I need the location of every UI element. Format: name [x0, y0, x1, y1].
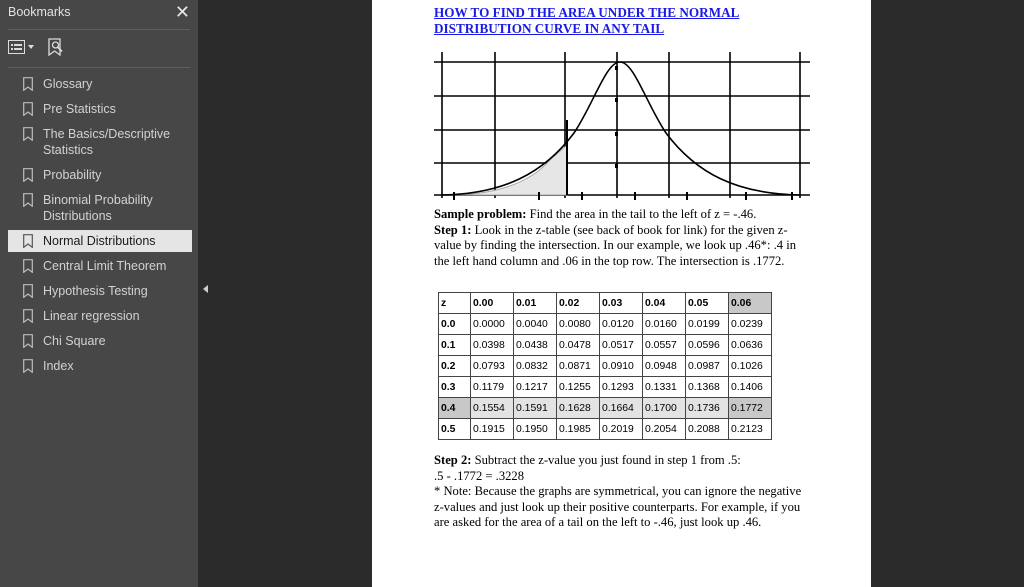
graph-grid — [434, 52, 810, 198]
bookmark-icon — [23, 127, 33, 141]
z-table-row-header: 0.3 — [439, 377, 471, 398]
bookmark-label: The Basics/Descriptive Statistics — [43, 127, 171, 157]
z-table-cell: 0.2054 — [643, 419, 686, 440]
z-table-cell: 0.0517 — [600, 335, 643, 356]
z-table-cell: 0.0478 — [557, 335, 600, 356]
z-table-cell: 0.0120 — [600, 314, 643, 335]
bookmark-label: Central Limit Theorem — [43, 259, 167, 273]
z-table-cell: 0.1179 — [471, 377, 514, 398]
z-table-cell: 0.2123 — [729, 419, 772, 440]
bookmark-icon — [23, 193, 33, 207]
bookmark-item[interactable] — [0, 98, 192, 120]
z-table-cell: 0.0000 — [471, 314, 514, 335]
z-table-cell: 0.1915 — [471, 419, 514, 440]
title-line-1: HOW TO FIND THE AREA UNDER THE NORMAL — [434, 5, 740, 20]
z-table-cell: 0.1255 — [557, 377, 600, 398]
z-table-header-cell: 0.00 — [471, 293, 514, 314]
step1-body: Look in the z-table (see back of book for link) for the given z- value by finding the intersection. In our example, we look up .46*: .4 in the left hand column and .06 in the top row. The intersection is .1772. — [434, 222, 796, 268]
bookmark-label: Normal Distributions — [43, 234, 156, 248]
z-table-cell: 0.1985 — [557, 419, 600, 440]
bookmark-item[interactable] — [0, 280, 192, 302]
z-table-cell: 0.0239 — [729, 314, 772, 335]
z-table-header-cell: 0.04 — [643, 293, 686, 314]
z-table-cell: 0.0199 — [686, 314, 729, 335]
bookmark-options-icon — [8, 40, 25, 54]
z-table-row — [439, 356, 772, 377]
close-icon[interactable]: ✕ — [174, 2, 190, 22]
z-table-cell: 0.1700 — [643, 398, 686, 419]
bookmarks-toolbar — [8, 36, 64, 58]
bookmark-item[interactable] — [0, 123, 192, 161]
z-table-cell: 0.1217 — [514, 377, 557, 398]
bookmark-label: Pre Statistics — [43, 102, 116, 116]
z-table-cell: 0.1628 — [557, 398, 600, 419]
find-bookmark-icon — [48, 38, 64, 56]
bookmark-icon — [23, 359, 33, 373]
sample-problem-body: Find the area in the tail to the left of z = -.46. — [526, 207, 757, 221]
bookmark-label: Glossary — [43, 77, 93, 91]
z-table-cell: 0.1293 — [600, 377, 643, 398]
z-table-row-header: 0.5 — [439, 419, 471, 440]
z-table-header-cell: 0.02 — [557, 293, 600, 314]
bookmark-icon — [23, 77, 33, 91]
z-table-cell: 0.0438 — [514, 335, 557, 356]
bookmark-icon — [23, 168, 33, 182]
z-table-cell: 0.0557 — [643, 335, 686, 356]
z-table-cell: 0.1368 — [686, 377, 729, 398]
divider — [8, 67, 190, 68]
z-table-row-header: 0.4 — [439, 398, 471, 419]
z-table-cell: 0.0832 — [514, 356, 557, 377]
step2-body: Subtract the z-value you just found in step 1 from .5: — [471, 453, 741, 467]
bookmark-item[interactable] — [8, 230, 192, 252]
z-table-header-cell: 0.05 — [686, 293, 729, 314]
z-table-cell: 0.1331 — [643, 377, 686, 398]
z-table-row — [439, 314, 772, 335]
z-table-cell: 0.1950 — [514, 419, 557, 440]
z-table-cell: 0.1026 — [729, 356, 772, 377]
z-table-cell: 0.0871 — [557, 356, 600, 377]
symmetry-note: * Note: Because the graphs are symmetrical, you can ignore the negative z-values and just look up their positive counterparts. For example, if you are asked for the area of a tail on the left to -.46, just look up .46. — [434, 484, 802, 530]
z-table-row — [439, 335, 772, 356]
z-table — [438, 292, 772, 440]
bookmark-label: Binomial Probability Distributions — [43, 193, 153, 223]
bookmark-item[interactable] — [0, 164, 192, 186]
step2-label: Step 2: — [434, 453, 472, 467]
bookmark-icon — [23, 284, 33, 298]
z-table-row — [439, 398, 772, 419]
z-table-cell: 0.0793 — [471, 356, 514, 377]
bookmark-item[interactable] — [0, 189, 192, 227]
bookmark-label: Linear regression — [43, 309, 140, 323]
bookmark-item[interactable] — [0, 305, 192, 327]
z-table-cell: 0.0948 — [643, 356, 686, 377]
z-table-cell: 0.1406 — [729, 377, 772, 398]
z-table-header-cell: z — [439, 293, 471, 314]
bookmark-icon — [23, 334, 33, 348]
sample-problem-text — [434, 207, 809, 269]
step2-text — [434, 453, 809, 531]
bookmark-item[interactable] — [0, 355, 192, 377]
bookmark-icon — [23, 309, 33, 323]
z-table-row — [439, 377, 772, 398]
z-table-cell: 0.0040 — [514, 314, 557, 335]
bookmark-icon — [23, 234, 33, 248]
bookmark-icon — [23, 102, 33, 116]
shaded-tail-area — [454, 145, 567, 195]
title-line-2: DISTRIBUTION CURVE IN ANY TAIL — [434, 21, 665, 36]
bookmark-item[interactable] — [0, 73, 192, 95]
z-table-cell: 0.0636 — [729, 335, 772, 356]
z-table-row — [439, 419, 772, 440]
bookmark-icon — [23, 259, 33, 273]
bookmark-label: Chi Square — [43, 334, 106, 348]
z-table-cell: 0.0910 — [600, 356, 643, 377]
z-table-cell: 0.0160 — [643, 314, 686, 335]
bookmarks-panel — [0, 0, 198, 587]
bookmark-item[interactable] — [0, 255, 192, 277]
z-table-header-cell: 0.06 — [729, 293, 772, 314]
z-table-cell: 0.2088 — [686, 419, 729, 440]
bookmarks-title: Bookmarks — [8, 5, 71, 19]
z-table-cell: 0.1772 — [729, 398, 772, 419]
bookmark-list — [0, 72, 198, 380]
z-table-cell: 0.0398 — [471, 335, 514, 356]
z-table-cell: 0.0987 — [686, 356, 729, 377]
divider — [8, 29, 190, 30]
step2-calculation: .5 - .1772 = .3228 — [434, 468, 525, 483]
z-table-row-header: 0.1 — [439, 335, 471, 356]
bookmark-item[interactable] — [0, 330, 192, 352]
z-table-header-cell: 0.01 — [514, 293, 557, 314]
bookmark-options-button[interactable] — [8, 40, 34, 54]
normal-curve-graph — [434, 48, 810, 204]
bookmark-label: Index — [43, 359, 74, 373]
z-table-cell: 0.1736 — [686, 398, 729, 419]
page-title — [434, 5, 809, 37]
bookmark-label: Probability — [43, 168, 102, 182]
z-table-cell: 0.1554 — [471, 398, 514, 419]
z-table-header-cell: 0.03 — [600, 293, 643, 314]
bookmarks-header — [0, 0, 198, 24]
sample-problem-label: Sample problem: — [434, 207, 527, 221]
step1-label: Step 1: — [434, 222, 472, 237]
collapse-arrow-icon[interactable] — [203, 285, 208, 293]
z-table-cell: 0.2019 — [600, 419, 643, 440]
z-table-header — [439, 293, 772, 314]
z-table-cell: 0.0596 — [686, 335, 729, 356]
z-table-row-header: 0.2 — [439, 356, 471, 377]
chevron-down-icon — [28, 45, 34, 49]
z-table-row-header: 0.0 — [439, 314, 471, 335]
pdf-page — [372, 0, 871, 587]
find-bookmark-button[interactable] — [48, 38, 64, 56]
z-table-cell: 0.1591 — [514, 398, 557, 419]
bookmark-label: Hypothesis Testing — [43, 284, 148, 298]
z-table-cell: 0.1664 — [600, 398, 643, 419]
z-table-cell: 0.0080 — [557, 314, 600, 335]
